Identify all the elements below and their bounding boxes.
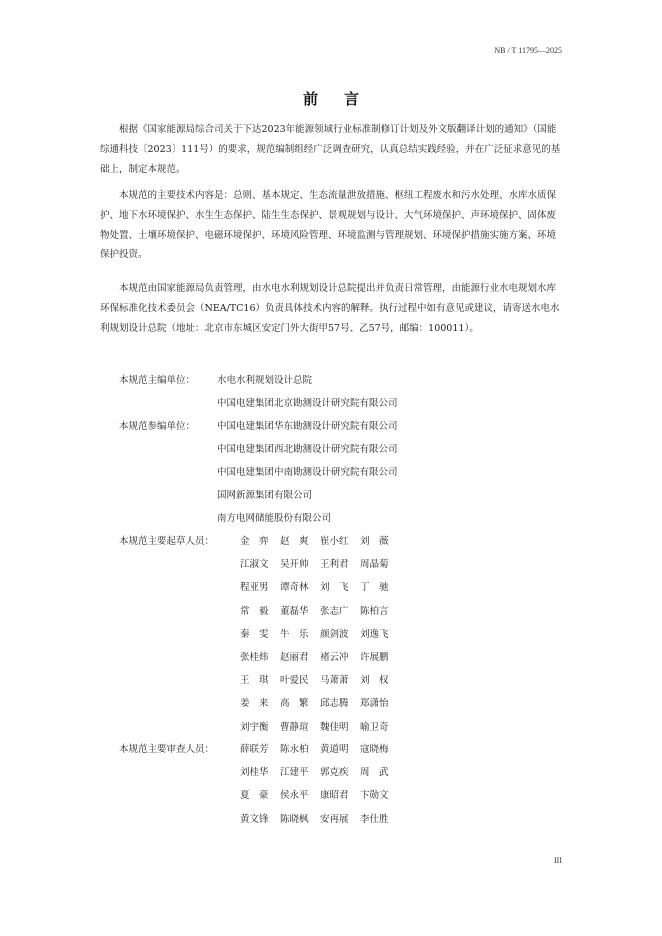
chief-units-label: 本规范主编单位：: [119, 375, 196, 386]
drafter-name: 姜 来: [240, 698, 269, 710]
drafter-name: 颜剑波: [320, 628, 349, 640]
drafters-row: [240, 581, 400, 595]
drafter-name: 刘宇衡: [240, 721, 269, 733]
drafter-name: 常 毅: [240, 605, 269, 617]
drafter-name: 秦 雯: [240, 628, 269, 640]
reviewer-name: 安再展: [320, 813, 349, 825]
drafter-name: 褚云冲: [320, 652, 349, 663]
participating-unit-item: 国网新源集团有限公司: [217, 490, 313, 501]
reviewer-name: 周 武: [360, 767, 389, 779]
reviewer-name: 夏 豪: [240, 790, 269, 802]
drafter-name: 刘 权: [360, 675, 389, 687]
drafter-name: 高 繁: [280, 698, 309, 710]
drafter-name: 喻卫奇: [360, 721, 389, 733]
reviewer-name: 黄文锋: [240, 813, 269, 825]
drafter-name: 刘逸飞: [360, 628, 389, 640]
drafter-name: 马萧萧: [320, 675, 349, 687]
drafter-name: 谭奇林: [280, 582, 309, 594]
reviewer-name: 寇晓梅: [360, 744, 389, 755]
participating-unit-item: 中国电建集团中南勘测设计研究院有限公司: [217, 467, 398, 478]
paragraph-basis: 根据《国家能源局综合司关于下达2023年能源领域行业标准制修订计划及外文版翻译计划的通知》（国能综通科技〔2023〕111号）的要求，规范编制组经广泛调查研究，认真总结实践经验，并在广泛征求意见的基础上，制定本规范。: [100, 124, 561, 175]
drafters-row: [240, 558, 400, 572]
reviewers-row: [240, 789, 400, 803]
reviewer-name: 郭克疾: [320, 767, 349, 779]
reviewer-name: 薛联芳: [240, 744, 269, 755]
drafter-name: 郑潇怡: [360, 698, 389, 710]
reviewer-name: 陈晓枫: [280, 813, 309, 825]
drafter-name: 金 弈: [240, 536, 269, 547]
page-number: III: [554, 856, 562, 865]
participating-unit-item: 中国电建集团华东勘测设计研究院有限公司: [217, 421, 398, 432]
participating-unit-item: 中国电建集团西北勘测设计研究院有限公司: [217, 444, 398, 455]
participating-units-label: 本规范参编单位：: [119, 421, 196, 432]
drafters-row: [240, 651, 400, 665]
drafters-label: 本规范主要起草人员：: [119, 536, 215, 547]
standard-code: NB / T 11795—2025: [494, 46, 562, 55]
drafter-name: 刘 薇: [360, 536, 389, 547]
drafter-name: 魏佳明: [320, 721, 349, 733]
reviewers-label: 本规范主要审查人员：: [119, 744, 215, 755]
reviewer-name: 黄道明: [320, 744, 349, 755]
drafters-row: [240, 721, 400, 735]
reviewer-name: 陈永柏: [280, 744, 309, 755]
reviewer-name: 卞勋文: [360, 790, 389, 802]
drafter-name: 王利君: [320, 559, 349, 571]
drafter-name: 叶爱民: [280, 675, 309, 687]
drafter-name: 张志广: [320, 605, 349, 617]
reviewers-row: [240, 766, 400, 780]
reviewer-name: 江建平: [280, 767, 309, 779]
drafter-name: 赵 爽: [280, 536, 309, 547]
chief-unit-item: 水电水利规划设计总院: [217, 375, 313, 386]
drafter-name: 许展鹏: [360, 652, 389, 663]
drafter-name: 陈柏言: [360, 605, 389, 617]
drafter-name: 牛 乐: [280, 628, 309, 640]
drafter-name: 董磊华: [280, 605, 309, 617]
drafter-name: 曹静瑄: [280, 721, 309, 733]
drafter-name: 王 琪: [240, 675, 269, 687]
drafters-row: [240, 697, 400, 711]
drafter-name: 赵丽君: [280, 652, 309, 663]
drafter-name: 丁 驰: [360, 582, 389, 594]
drafter-name: 崔小红: [320, 536, 349, 547]
drafter-name: 邱志腾: [320, 698, 349, 710]
drafter-name: 周晶菊: [360, 559, 389, 571]
drafter-name: 吴开帅: [280, 559, 309, 571]
drafter-name: 刘 飞: [320, 582, 349, 594]
drafter-name: 程亚男: [240, 582, 269, 594]
reviewers-row: [240, 743, 400, 757]
reviewer-name: 李仕胜: [360, 813, 389, 825]
reviewers-row: [240, 813, 400, 827]
drafter-name: 张桂炜: [240, 652, 269, 663]
paragraph-management: 本规范由国家能源局负责管理，由水电水利规划设计总院提出并负责日常管理，由能源行业水电规划水库环保标准化技术委员会（NEA/TC16）负责具体技术内容的解释。执行过程中如有意见或建议，请寄送水电水利规划设计总院（地址：北京市东城区安定门外大街甲57号、乙57号，邮编：100011）。: [100, 283, 560, 334]
drafter-name: 江淑文: [240, 559, 269, 571]
drafters-row: [240, 628, 400, 642]
page-title: 前言: [302, 90, 385, 108]
drafters-row: [240, 674, 400, 688]
reviewer-name: 侯永平: [280, 790, 309, 802]
paragraph-technical-content: 本规范的主要技术内容是：总则、基本规定、生态流量泄放措施、枢纽工程废水和污水处理、水库水质保护、地下水环境保护、水生生态保护、陆生生态保护、景观规划与设计、大气环境保护、声环境保护、固体废物处置、土壤环境保护、电磁环境保护、环境风险管理、环境监测与管理规划、环境保护措施实施方案、环境保护投资。: [100, 190, 557, 261]
drafters-row: [240, 535, 400, 549]
reviewer-name: 刘桂华: [240, 767, 269, 779]
drafters-row: [240, 605, 400, 619]
reviewer-name: 康昭君: [320, 790, 349, 802]
participating-unit-item: 南方电网储能股份有限公司: [217, 513, 332, 524]
chief-unit-item: 中国电建集团北京勘测设计研究院有限公司: [217, 398, 398, 409]
